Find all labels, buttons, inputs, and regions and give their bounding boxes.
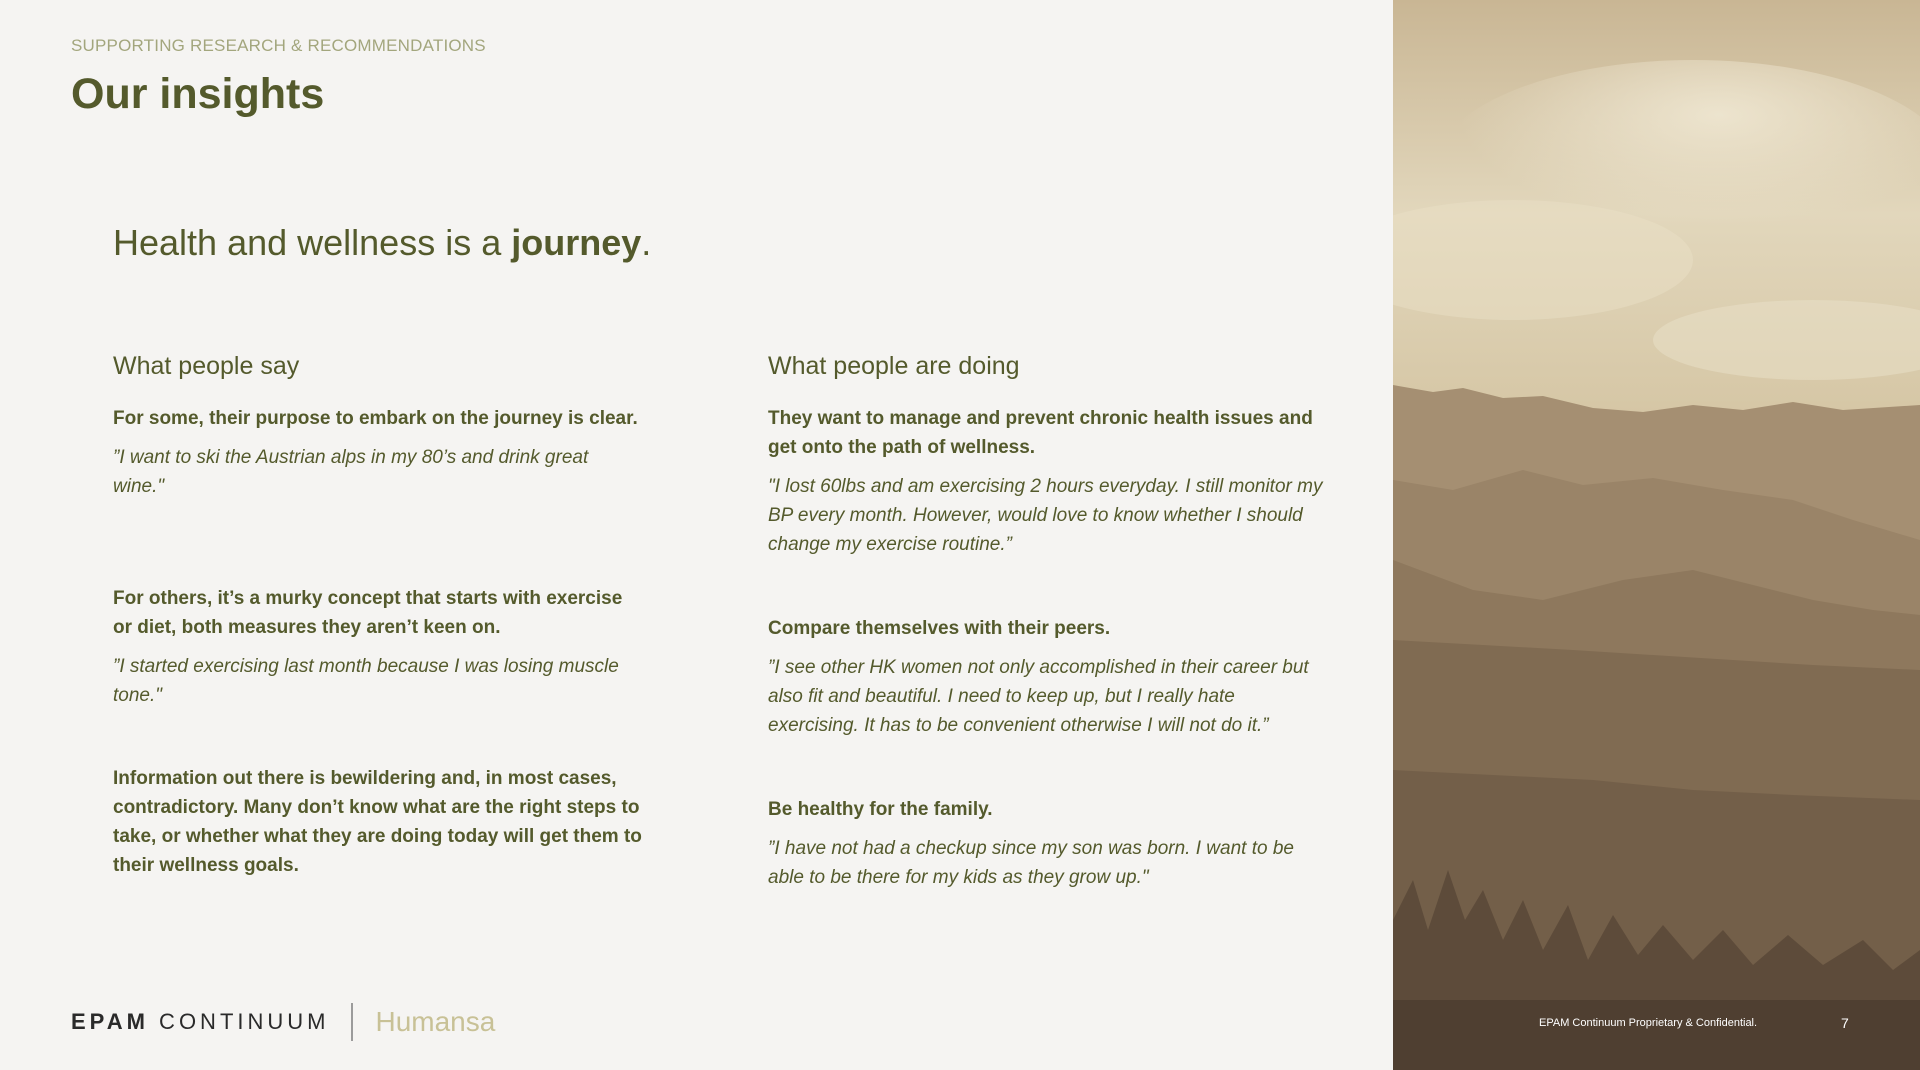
misty-hills-image — [1393, 0, 1920, 1070]
insight-block — [113, 404, 643, 501]
section-eyebrow: SUPPORTING RESEARCH & RECOMMENDATIONS — [71, 36, 486, 55]
headline-suffix: . — [641, 222, 652, 263]
headline — [113, 222, 651, 264]
humansa-logo: Humansa — [375, 1006, 496, 1037]
insight-quote: ”I started exercising last month because I was losing muscle tone." — [113, 656, 619, 706]
confidential-notice: EPAM Continuum Proprietary & Confidential. — [1539, 1017, 1758, 1029]
landscape-photo — [1393, 0, 1920, 1070]
column-heading: What people say — [113, 352, 300, 380]
column-what-people-say — [113, 352, 643, 876]
insight-block — [768, 614, 1328, 740]
insight-lead: Compare themselves with their peers. — [768, 618, 1111, 639]
logo-divider — [351, 1003, 353, 1041]
insight-block — [113, 764, 643, 890]
column-heading: What people are doing — [768, 352, 1020, 380]
epam-continuum-logo: EPAM CONTINUUM — [71, 1009, 330, 1034]
page-title: Our insights — [71, 70, 325, 118]
insight-lead: For others, it’s a murky concept that starts with exercise or diet, both measures they aren’t keen on. — [113, 588, 623, 638]
insight-quote: ”I want to ski the Austrian alps in my 80’s and drink great wine." — [113, 447, 589, 497]
insight-quote: ”I see other HK women not only accomplished in their career but also fit and beautiful. I need to keep up, but I really hate exercising. It has to be convenient otherwise I will not do it.” — [768, 657, 1309, 736]
insight-lead: For some, their purpose to embark on the journey is clear. — [113, 408, 638, 429]
insight-block — [768, 404, 1328, 559]
insight-block — [113, 584, 643, 710]
column-what-people-are-doing — [768, 352, 1328, 888]
footer-logos — [71, 1003, 495, 1041]
headline-prefix: Health and wellness is a — [113, 222, 512, 263]
insight-lead: Information out there is bewildering and, in most cases, contradictory. Many don’t know what are the right steps to take, or whether what they are doing today will get them to their wellness goals. — [113, 768, 642, 876]
insight-quote: "I lost 60lbs and am exercising 2 hours everyday. I still monitor my BP every month. However, would love to know whether I should change my exercise routine.” — [768, 476, 1323, 555]
insight-block — [768, 795, 1328, 892]
headline-emphasis: journey — [511, 222, 642, 263]
page-number: 7 — [1841, 1015, 1849, 1031]
insight-lead: Be healthy for the family. — [768, 799, 993, 820]
insight-quote: ”I have not had a checkup since my son was born. I want to be able to be there for my kids as they grow up." — [768, 838, 1294, 888]
insight-lead: They want to manage and prevent chronic health issues and get onto the path of wellness. — [768, 408, 1313, 458]
